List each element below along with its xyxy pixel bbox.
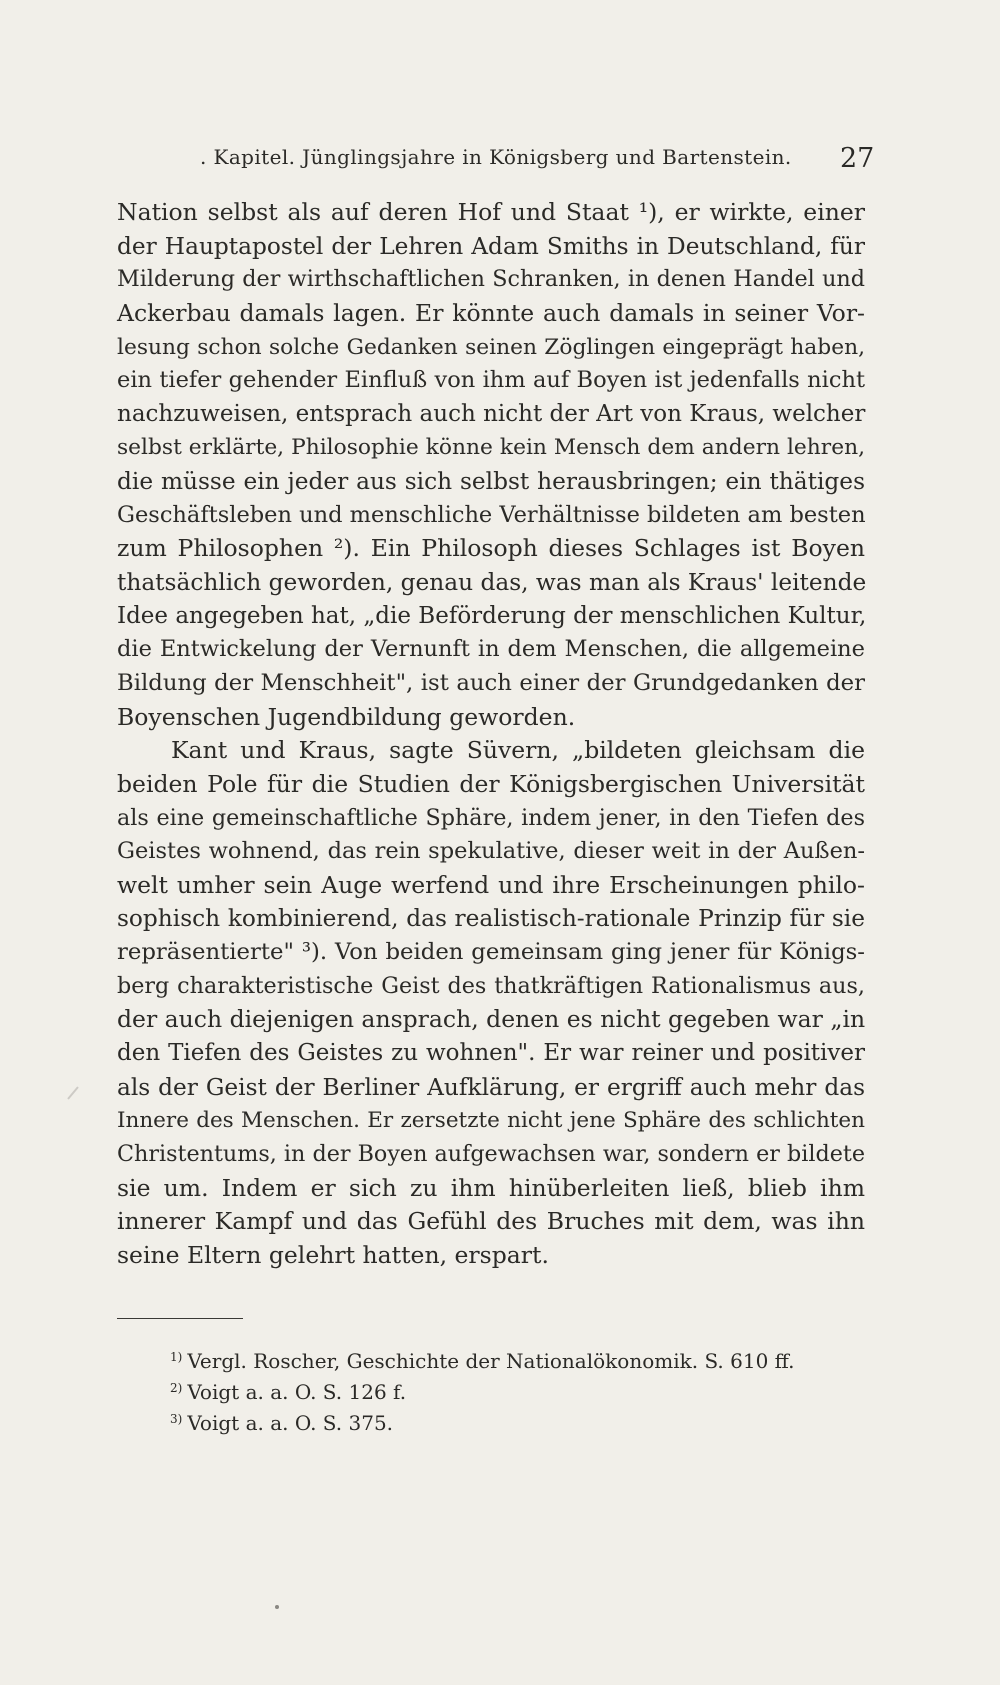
text-line: Milderung der wirthschaftlichen Schranken, in denen Handel und — [117, 266, 865, 293]
footnote — [170, 1404, 810, 1435]
footnote-mark: 3) — [170, 1412, 183, 1426]
text-line: die Entwickelung der Vernunft in dem Menschen, die allgemeine — [117, 636, 865, 663]
text-line: zum Philosophen ²). Ein Philosoph dieses Schlages ist Boyen — [117, 534, 865, 563]
footnote — [170, 1373, 810, 1404]
text-line: sie um. Indem er sich zu ihm hinüberleiten ließ, blieb ihm — [117, 1173, 865, 1202]
footnote-text: Voigt a. a. O. S. 126 f. — [187, 1380, 407, 1404]
text-line: der auch diejenigen ansprach, denen es nicht gegeben war „in — [117, 1005, 866, 1034]
footnote-mark: 1) — [170, 1350, 183, 1364]
text-line: berg charakteristische Geist des thatkräftigen Rationalismus aus, — [117, 972, 865, 999]
text-line: Innere des Menschen. Er zersetzte nicht jene Sphäre des schlichten — [117, 1108, 865, 1134]
text-line: Nation selbst als auf deren Hof und Staat ¹), er wirkte, einer — [117, 198, 865, 226]
text-line: der Hauptapostel der Lehren Adam Smiths in Deutschland, für — [117, 232, 865, 260]
text-line: beiden Pole für die Studien der Königsbergischen Universität — [117, 769, 865, 798]
paper-speck — [67, 1086, 79, 1100]
text-line: Ackerbau damals lagen. Er könnte auch damals in seiner Vor- — [117, 298, 865, 327]
text-line: thatsächlich geworden, genau das, was man als Kraus' leitende — [117, 569, 867, 597]
text-line: nachzuweisen, entsprach auch nicht der Art von Kraus, welcher — [117, 400, 866, 427]
text-line: als der Geist der Berliner Aufklärung, er ergriff auch mehr das — [117, 1073, 865, 1101]
page-number: 27 — [840, 143, 875, 174]
text-line: Geistes wohnend, das rein spekulative, dieser weit in der Außen- — [117, 838, 865, 865]
text-line: Boyenschen Jugendbildung geworden. — [117, 702, 576, 731]
text-line: Kant und Kraus, sagte Süvern, „bildeten gleichsam die — [171, 736, 865, 765]
text-line: ein tiefer gehender Einfluß von ihm auf Boyen ist jedenfalls nicht — [117, 367, 865, 394]
text-line: selbst erklärte, Philosophie könne kein Mensch dem andern lehren, — [117, 435, 865, 461]
text-line: lesung schon solche Gedanken seinen Zöglingen eingeprägt haben, — [117, 334, 865, 360]
footnote — [170, 1342, 810, 1373]
text-line: Idee angegeben hat, „die Beförderung der menschlichen Kultur, — [117, 602, 867, 629]
text-line: sophisch kombinierend, das realistisch-rationale Prinzip für sie — [117, 905, 865, 933]
text-line: den Tiefen des Geistes zu wohnen". Er war reiner und positiver — [117, 1040, 865, 1067]
text-line: innerer Kampf und das Gefühl des Bruches mit dem, was ihn — [117, 1207, 865, 1236]
text-line: Christentums, in der Boyen aufgewachsen war, sondern er bildete — [117, 1140, 865, 1167]
footnote-text: Voigt a. a. O. S. 375. — [187, 1411, 394, 1435]
text-line: Bildung der Menschheit", ist auch einer der Grundgedanken der — [117, 669, 865, 696]
body-text — [117, 196, 865, 1273]
footnote-separator — [117, 1318, 243, 1319]
text-line: die müsse ein jeder aus sich selbst herausbringen; ein thätiges — [117, 468, 865, 496]
running-head: . Kapitel. Jünglingsjahre in Königsberg und Bartenstein. — [200, 145, 792, 169]
footnote-mark: 2) — [170, 1381, 183, 1395]
text-line: als eine gemeinschaftliche Sphäre, indem jener, in den Tiefen des — [117, 804, 865, 831]
text-line: Geschäftsleben und menschliche Verhältnisse bildeten am besten — [117, 501, 866, 528]
footnotes — [170, 1342, 810, 1435]
text-line: repräsentierte" ³). Von beiden gemeinsam ging jener für Königs- — [117, 939, 865, 966]
paper-speck — [275, 1605, 279, 1609]
text-line: seine Eltern gelehrt hatten, erspart. — [117, 1240, 549, 1269]
footnote-text: Vergl. Roscher, Geschichte der Nationalökonomik. S. 610 ff. — [187, 1349, 795, 1373]
text-line: welt umher sein Auge werfend und ihre Erscheinungen philo- — [117, 870, 865, 899]
